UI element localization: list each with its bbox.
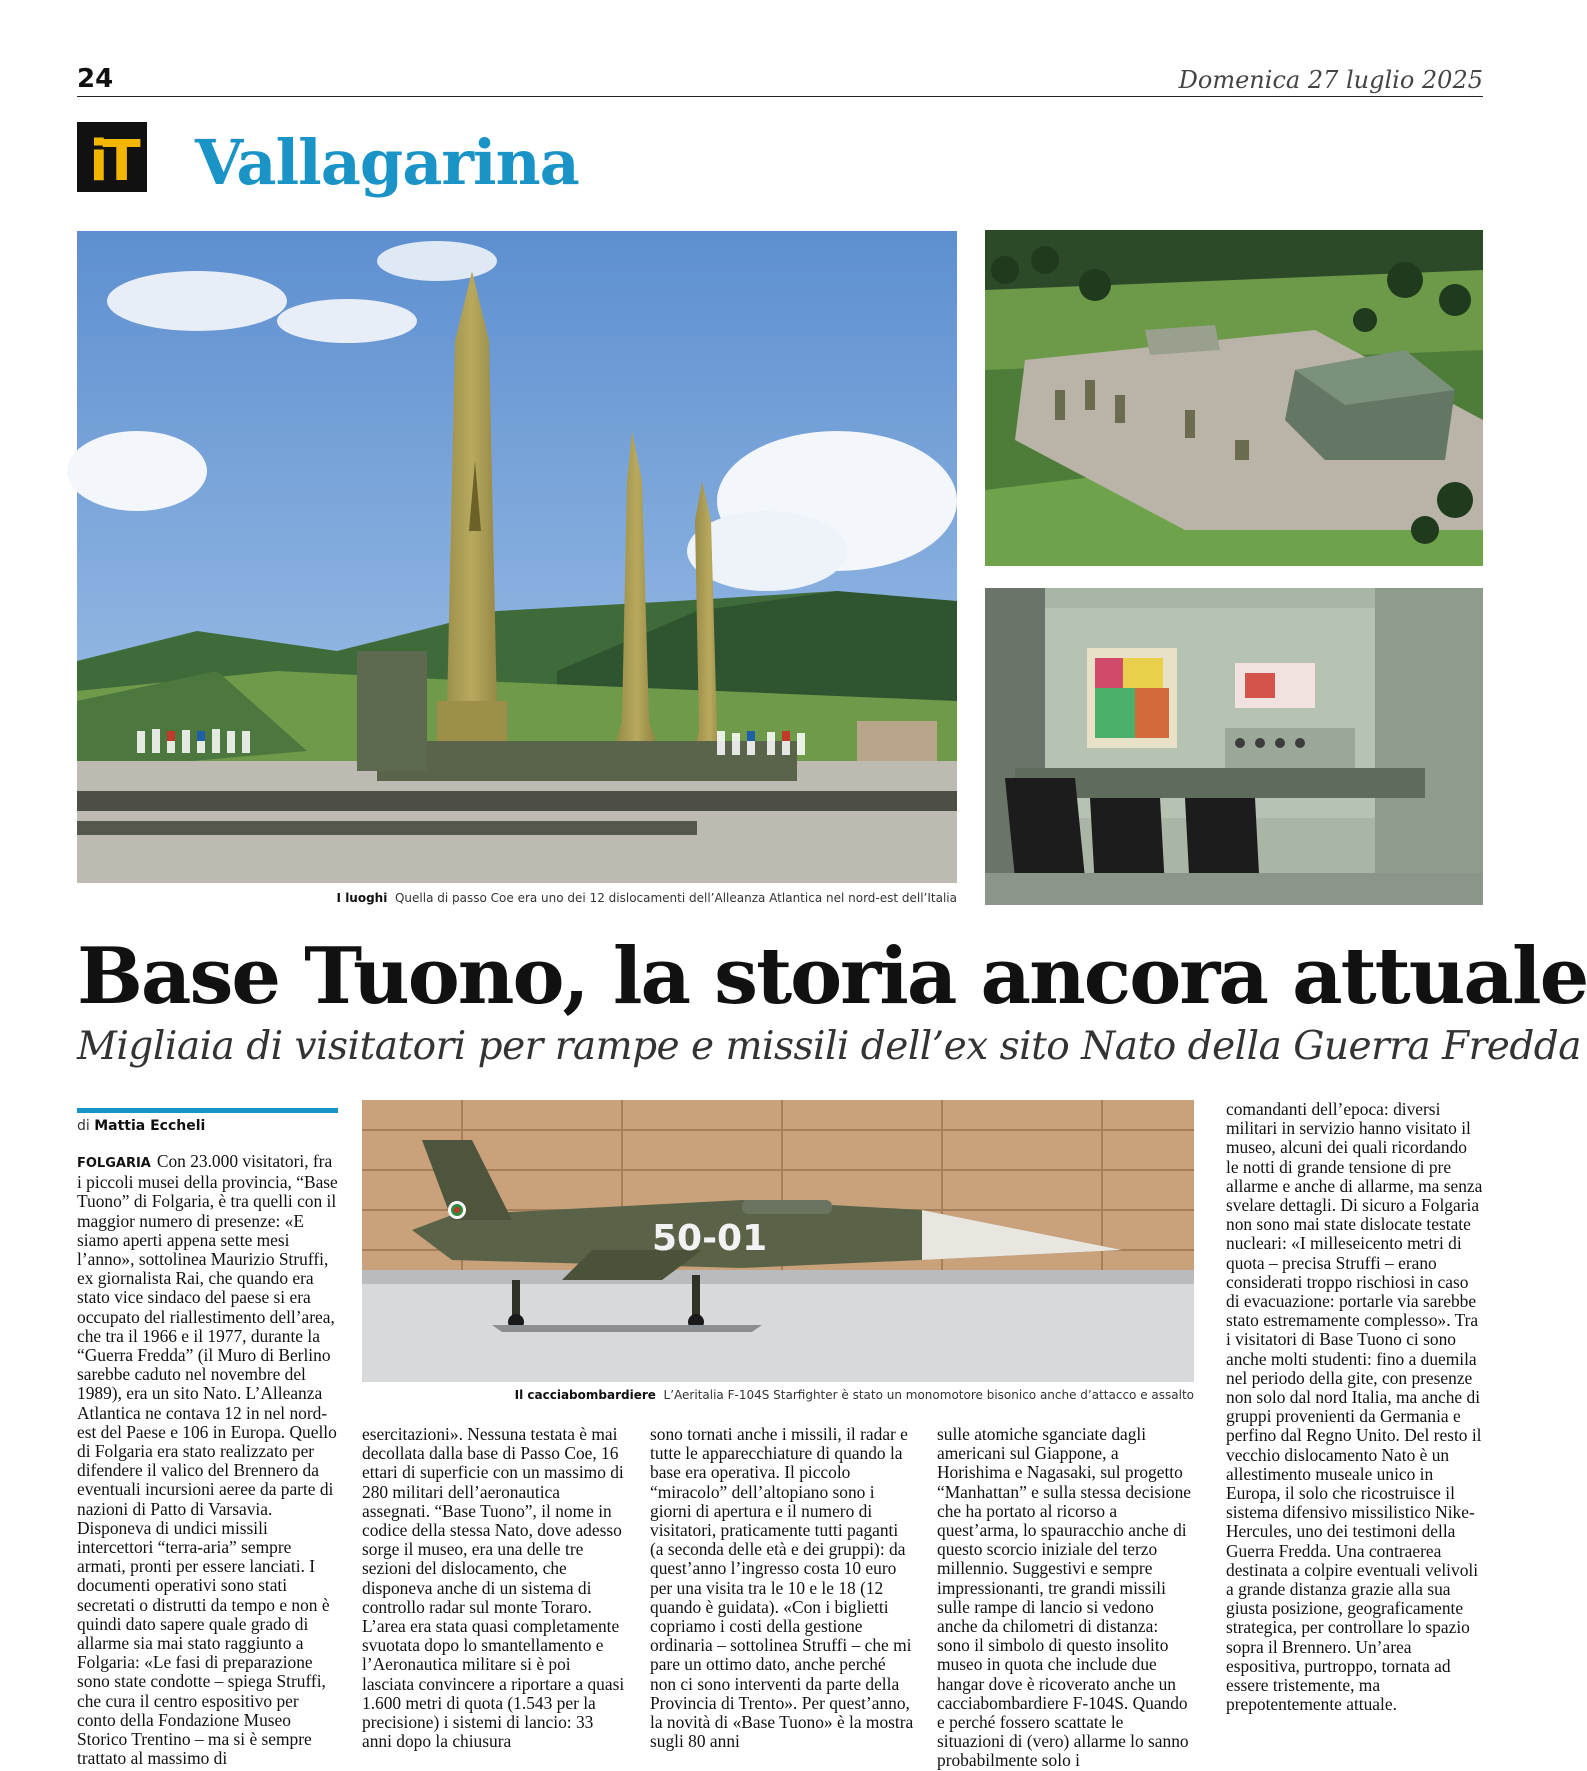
byline-rule — [77, 1108, 338, 1113]
starfighter-photo-caption — [515, 1388, 1194, 1402]
column-2-text: esercitazioni». Nessuna testata è mai decollata dalla base di Passo Coe, 16 ettari di superficie con un massimo di 280 militari dell’aeronautica assegnati. “Base Tuono”, il nome in codice della stessa Nato, dove adesso sorge il museo, era una delle tre sezioni del dislocamento, che disponeva anche di un sistema di controllo radar sul monte Toraro. L’area era stata quasi completamente svuotata dopo lo smantellamento e l’Aeronautica militare si è poi lasciata convincere a riportare a quasi 1.600 metri di quota (1.543 per la precisione) i sistemi di lancio: 33 anni dopo la chiusura — [362, 1424, 625, 1752]
logo-text: iT — [89, 129, 135, 194]
byline-prefix: di — [77, 1118, 90, 1134]
control-room-photo — [985, 588, 1483, 905]
page-number: 24 — [77, 64, 114, 94]
newspaper-logo[interactable] — [77, 122, 147, 192]
aircraft-tail-code: 50-01 — [652, 1218, 768, 1259]
header-rule — [77, 96, 1483, 97]
caption-text: Quella di passo Coe era uno dei 12 dislocamenti dell’Alleanza Atlantica nel nord-est dell’Italia — [394, 891, 957, 905]
column-3-text: sono tornati anche i missili, il radar e tutte le apparecchiature di quando la base era operativa. Il piccolo “miracolo” dell’altopiano sono i giorni di apertura e il numero di visitatori, praticamente tutti paganti (a seconda delle età e dei gruppi): da quest’anno l’ingresso costa 10 euro per una visita tra le 10 e le 18 (12 quando è guidata). «Con i biglietti copriamo i costi della gestione ordinaria – sottolinea Struffi – che mi pare un ottimo dato, anche perché non ci sono interventi da parte della Provincia di Trento». Per quest’anno, la novità di «Base Tuono» è la mostra sugli 80 anni — [650, 1424, 914, 1752]
caption-label: Il cacciabombardiere — [514, 1388, 656, 1402]
article-subheadline: Migliaia di visitatori per rampe e missili dell’ex sito Nato della Guerra Fredda — [77, 1024, 1582, 1069]
article-headline: Base Tuono, la storia ancora attuale — [77, 931, 1587, 1022]
byline — [77, 1118, 205, 1134]
caption-text: L’Aeritalia F-104S Starfighter è stato un monomotore bisonico anche d’attacco e assalto — [663, 1388, 1194, 1402]
column-5-text: comandanti dell’epoca: diversi militari in servizio hanno visitato il museo, alcuni dei quali ricordando le notti di grande tensione di pre allarme e anche di allarme, ma senza svelare dettagli. Di sicuro a Folgaria non sono mai state dislocate testate nucleari: «I milleseicento metri di quota – precisa Struffi – erano considerati troppo rischiosi in caso di evacuazione: portarle via sarebbe stato estremamente complesso». Tra i visitatori di Base Tuono ci sono anche molti studenti: fino a duemila nel periodo della gite, con presenze non solo dal nord Italia, ma anche di gruppi provenienti da Germania e perfino dal Regno Unito. Del resto il vecchio dislocamento Nato è un allestimento museale unico in Europa, il solo che ricostruisce il sistema difensivo missilistico Nike-Hercules, uno dei testimoni della Guerra Fredda. Una contraerea destinata a colpire eventuali velivoli a grande distanza grazie alla sua giusta posizione, geograficamente strategica, per controllare lo spazio sopra il Brennero. Un’area espositiva, purtroppo, tornata ad essere tristemente, ma prepotentemente attuale. — [1226, 1099, 1483, 1715]
caption-label: I luoghi — [336, 891, 388, 905]
dateline: FOLGARIA — [77, 1156, 151, 1171]
article-column-4 — [937, 1424, 1195, 1771]
column-4-text: sulle atomiche sganciate dagli americani sul Giappone, a Horishima e Nagasaki, sul progetto “Manhattan” e sulla stessa decisione che ha portato al ricorso a quest’arma, lo spauracchio anche di questo scorcio iniziale del terzo millennio. Suggestivi e sempre impressionanti, tre grandi missili sulle rampe di lancio si vedono anche da chilometri di distanza: sono il simbolo di questo insolito museo in quota che include due hangar dove è ricoverato anche un cacciabombardiere F-104S. Quando e perché fossero scattate le situazioni di (vero) allarme lo sanno probabilmente solo i — [937, 1424, 1192, 1771]
article-column-5 — [1226, 1100, 1483, 1755]
article-column-3 — [650, 1425, 915, 1755]
article-column-1 — [77, 1151, 338, 1769]
starfighter-photo — [362, 1100, 1194, 1382]
section-title: Vallagarina — [195, 126, 579, 199]
issue-date: Domenica 27 luglio 2025 — [1178, 66, 1483, 94]
aerial-base-photo — [985, 230, 1483, 566]
missiles-photo — [77, 231, 957, 883]
article-column-2 — [362, 1425, 627, 1755]
column-1-text: Con 23.000 visitatori, fra i piccoli musei della provincia, “Base Tuono” di Folgaria, è tra quelli con il maggior numero di presenze: «E siamo aperti appena sette mesi l’anno», sottolinea Maurizio Struffi, ex giornalista Rai, che quando era stato vice sindaco del paese si era occupato del riallestimento dell’area, che tra il 1966 e il 1977, durante la “Guerra Fredda” (il Muro di Berlino sarebbe caduto nel novembre del 1989), era un sito Nato. L’Alleanza Atlantica ne contava 12 in nel nord-est del Paese e 106 in Europa. Quello di Folgaria era stato realizzato per difendere il valico del Brennero da eventuali incursioni aeree da parte di nazioni di Patto di Varsavia. Disponeva di undici missili intercettori “terra-aria” sempre armati, pronti per essere lanciati. I documenti operativi sono stati secretati o distrutti da tempo e non è quindi dato sapere quale grado di allarme sia mai stato raggiunto a Folgaria: «Le fasi di preparazione sono state condotte – spiega Struffi, che cura il centro espositivo per conto della Fondazione Museo Storico Trentino – ma si è sempre trattato al massimo di — [77, 1151, 338, 1769]
missiles-photo-caption — [337, 891, 957, 905]
author-name: Mattia Eccheli — [94, 1118, 206, 1134]
